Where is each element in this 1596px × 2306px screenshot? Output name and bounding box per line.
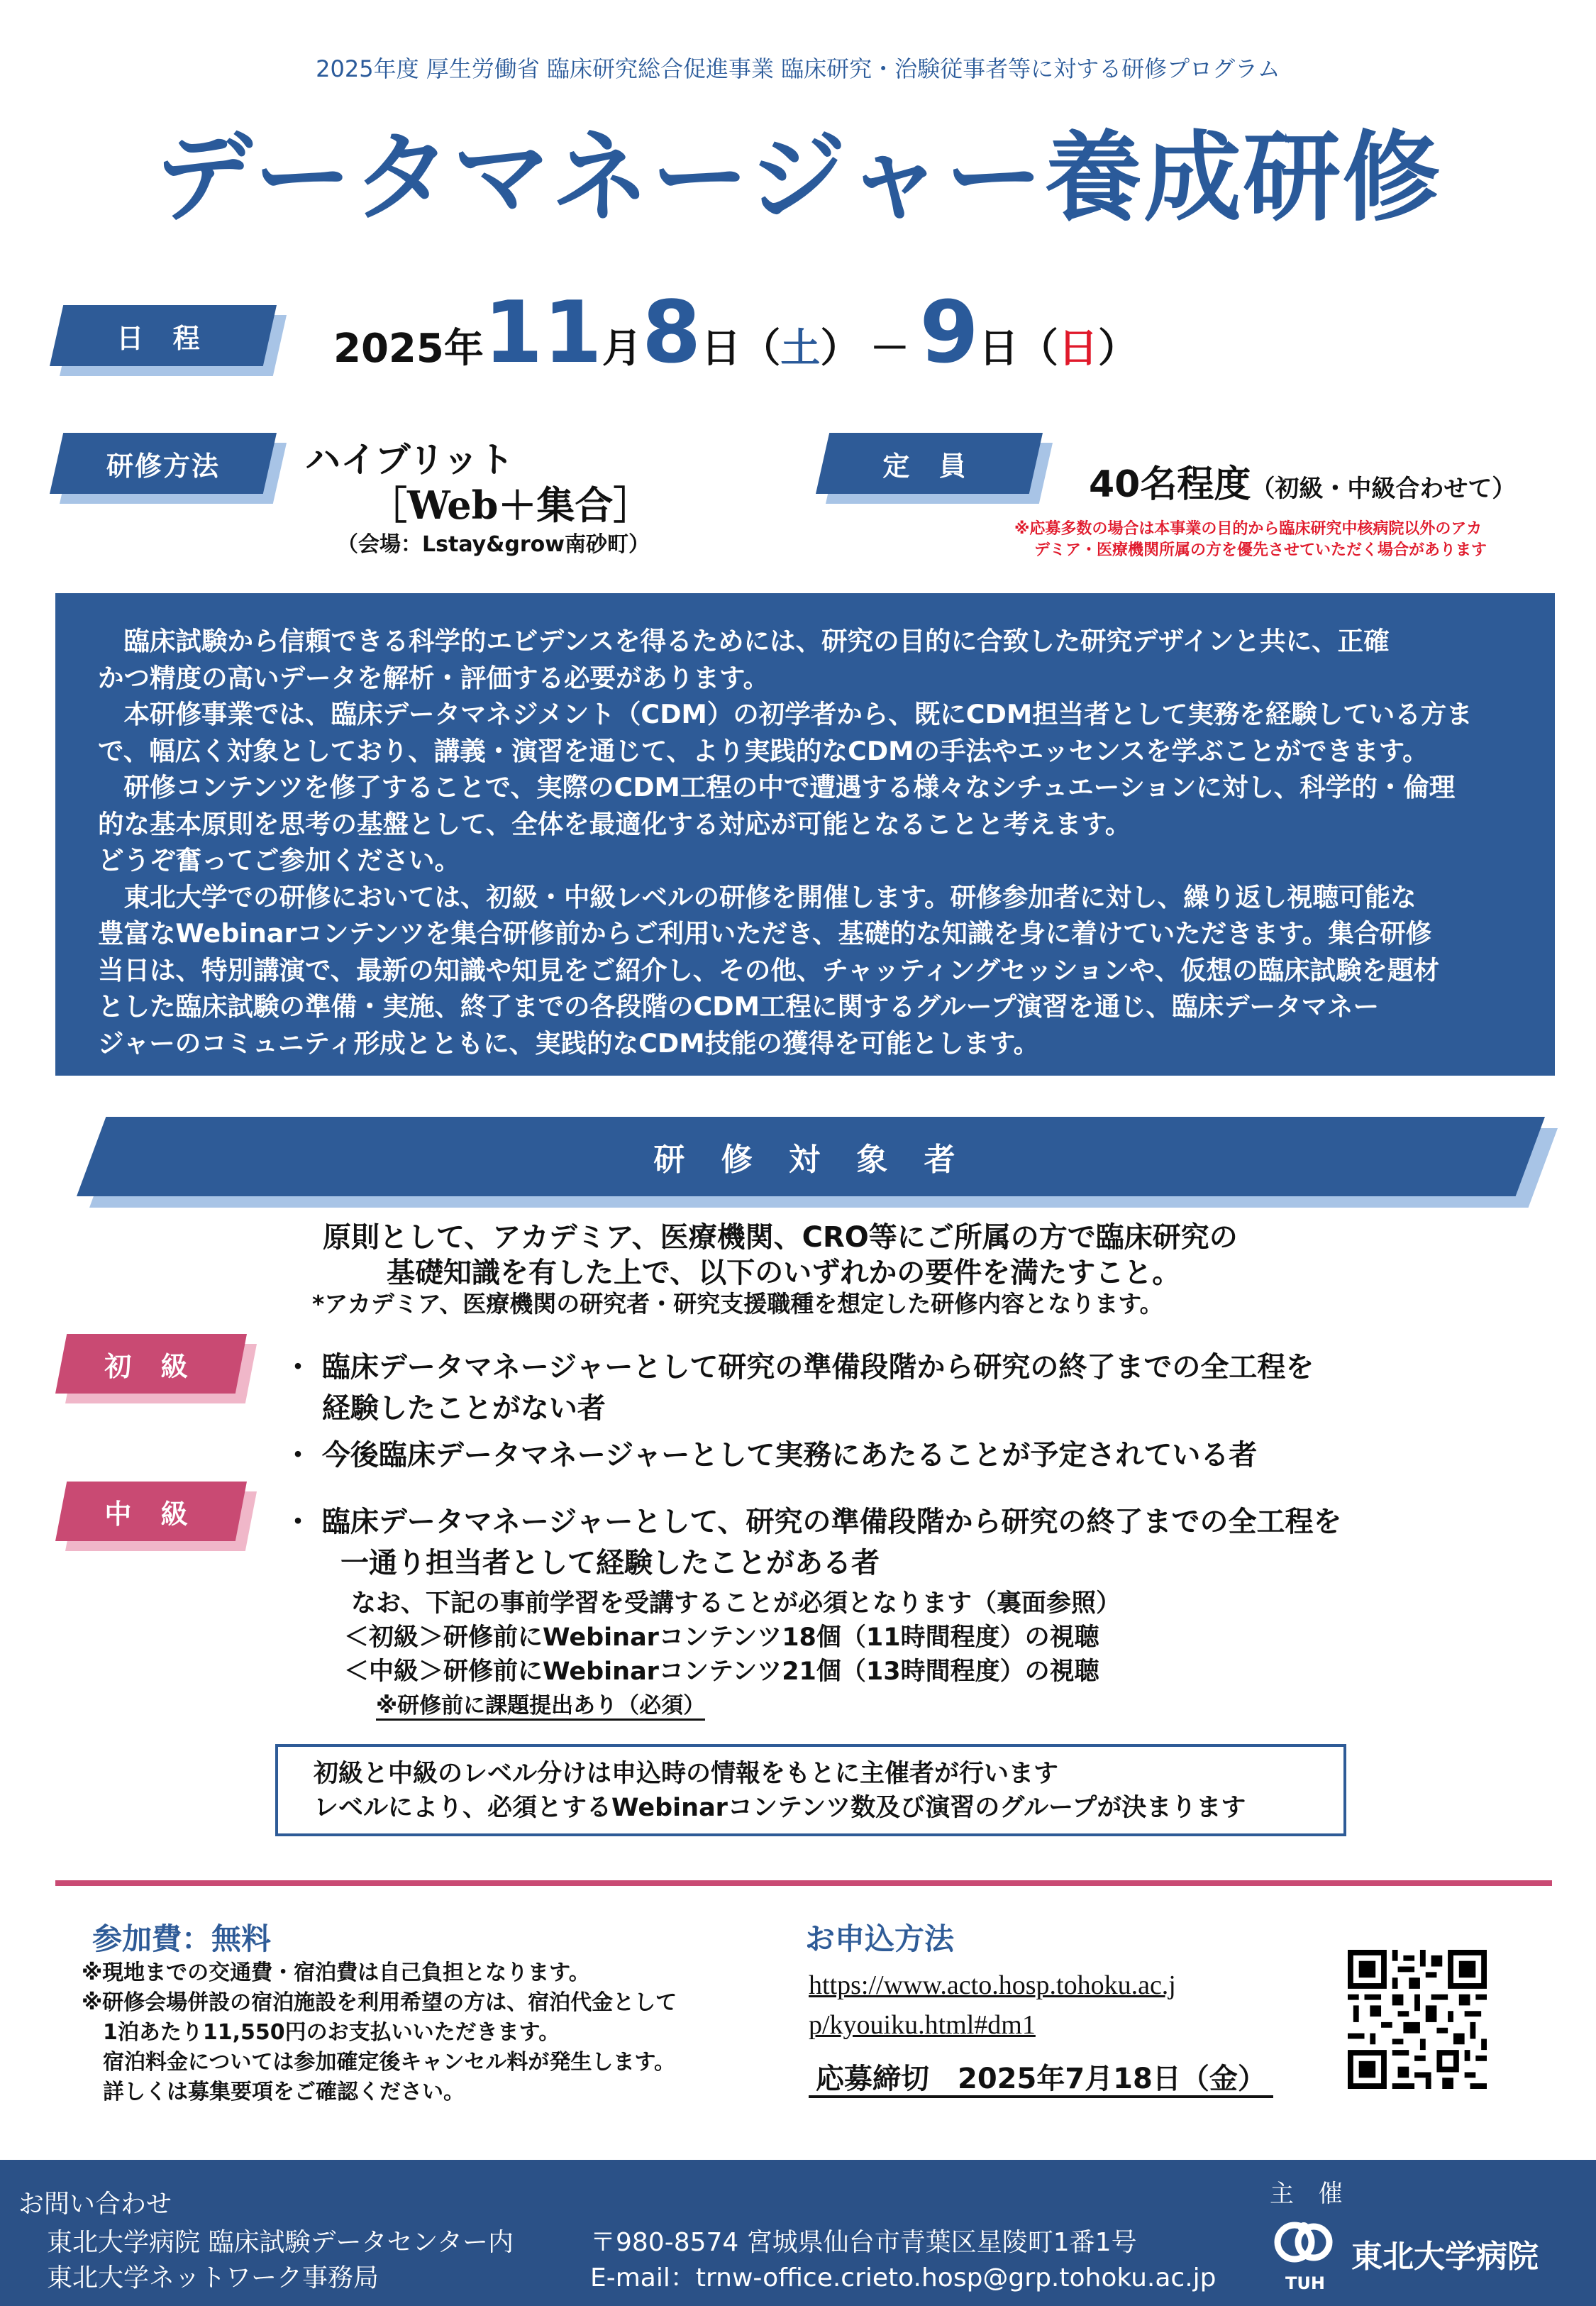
- beginner-item: 経験したことがない者: [284, 1392, 606, 1425]
- intro-line: 当日は、特別講演で、最新の知識や知見をご紹介し、その他、チャッティングセッションや、仮想の臨床試験を題材: [98, 954, 1440, 986]
- header-subtitle: 2025年度 厚生労働省 臨床研究総合促進事業 臨床研究・治験従事者等に対する研修プログラム: [316, 55, 1280, 82]
- level-note-line: 初級と中級のレベル分けは申込時の情報をもとに主催者が行います: [314, 1760, 1059, 1788]
- intro-line: 臨床試験から信頼できる科学的エビデンスを得るためには、研究の目的に合致した研究デザインと共に、正確: [98, 626, 1390, 656]
- beginner-list: [284, 1347, 1314, 1476]
- target-lead-2: 基礎知識を有した上で、以下のいずれかの要件を満たすこと。: [387, 1257, 1181, 1289]
- prereq-line: なお、下記の事前学習を受講することが必須となります（裏面参照）: [351, 1589, 1121, 1618]
- footer-org-1: 東北大学病院 臨床試験データセンター内: [47, 2228, 514, 2257]
- schedule-dow1: 土: [780, 326, 821, 372]
- schedule-day1-unit: 日: [701, 326, 741, 372]
- target-lead-1: 原則として、アカデミア、医療機関、CRO等にご所属の方で臨床研究の: [323, 1221, 1238, 1254]
- method-tag: [50, 433, 277, 494]
- schedule-month-unit: 月: [602, 326, 642, 372]
- footer-host-name: 東北大学病院: [1351, 2239, 1539, 2275]
- footer-org-2: 東北大学ネットワーク事務局: [47, 2263, 379, 2293]
- beginner-label: 初 級: [104, 1350, 198, 1382]
- schedule-dates: [333, 284, 1138, 383]
- prereq-line: ＜中級＞研修前にWebinarコンテンツ21個（13時間程度）の視聴: [344, 1657, 1099, 1686]
- apply-url-line[interactable]: p/kyouiku.html#dm1: [809, 2010, 1036, 2040]
- schedule-month: 11: [483, 284, 602, 382]
- schedule-label: 日 程: [116, 322, 210, 354]
- footer-contact-label: お問い合わせ: [18, 2190, 172, 2219]
- target-lead-3: *アカデミア、医療機関の研究者・研究支援職種を想定した研修内容となります。: [312, 1290, 1163, 1318]
- capacity-warning-2: デミア・医療機関所属の方を優先させていただく場合があります: [1034, 541, 1487, 559]
- fee-line: 1泊あたり11,550円のお支払いいただきます。: [82, 2020, 560, 2045]
- schedule-dow2: 日: [1058, 326, 1098, 372]
- paren-close: ）: [1097, 326, 1138, 372]
- fee-line: 宿泊料金については参加確定後キャンセル料が発生します。: [82, 2050, 675, 2075]
- method-line2: ［Web＋集合］: [369, 482, 652, 528]
- paren-open: （: [1018, 326, 1058, 372]
- prereq-line: ＜初級＞研修前にWebinarコンテンツ18個（11時間程度）の視聴: [344, 1623, 1099, 1652]
- apply-deadline: [809, 2056, 1273, 2097]
- schedule-year: 2025年: [333, 326, 484, 372]
- apply-title: お申込方法: [805, 1921, 955, 1956]
- intro-line: 東北大学での研修においては、初級・中級レベルの研修を開催します。研修参加者に対し、繰り返し視聴可能な: [98, 881, 1417, 912]
- intermediate-label: 中 級: [104, 1498, 198, 1530]
- apply-url-line[interactable]: https://www.acto.hosp.tohoku.ac.j: [809, 1970, 1176, 2000]
- hospital-logo: [1270, 2214, 1341, 2292]
- method-label: 研修方法: [106, 450, 220, 482]
- intro-line: 豊富なWebinarコンテンツを集合研修前からご利用いただき、基礎的な知識を身に着けていただきます。集合研修: [98, 918, 1432, 949]
- schedule-tag: [50, 305, 277, 366]
- target-banner-label: 研 修 対 象 者: [653, 1142, 968, 1178]
- intermediate-item: ・ 臨床データマネージャーとして、研究の準備段階から研究の終了までの全工程を: [284, 1506, 1342, 1538]
- fee-title: 参加費：無料: [92, 1921, 272, 1956]
- level-note-box: [275, 1744, 1346, 1836]
- capacity-value: 40名程度: [1089, 463, 1251, 506]
- footer-address: 〒980-8574 宮城県仙台市青葉区星陵町1番1号: [590, 2228, 1137, 2257]
- prereq-block: [344, 1587, 1121, 1723]
- footer-host-label: 主 催: [1270, 2180, 1351, 2208]
- schedule-day2: 9: [919, 284, 979, 382]
- prereq-required: [376, 1689, 1121, 1723]
- footer-email[interactable]: E-mail：trnw-office.crieto.hosp@grp.tohoku.ac.jp: [590, 2263, 1217, 2293]
- tuh-logo-text: TUH: [1285, 2273, 1325, 2293]
- tuh-logo-icon: [1270, 2214, 1341, 2271]
- intermediate-tag: [55, 1482, 247, 1541]
- qr-code-icon[interactable]: [1348, 1950, 1487, 2089]
- schedule-day2-unit: 日: [978, 326, 1019, 372]
- capacity-warning-1: ※応募多数の場合は本事業の目的から臨床研究中核病院以外のアカ: [1014, 520, 1483, 538]
- prereq-required-text: ※研修前に課題提出あり（必須）: [376, 1693, 705, 1721]
- intro-line: ジャーのコミュニティ形成とともに、実践的なCDM技能の獲得を可能とします。: [98, 1027, 1040, 1059]
- target-banner: [77, 1117, 1545, 1196]
- paren-close: ）: [820, 326, 860, 372]
- footer: [0, 2160, 1596, 2306]
- intro-line: で、幅広く対象としており、講義・演習を通じて、より実践的なCDMの手法やエッセンスを学ぶことができます。: [98, 735, 1429, 766]
- apply-deadline-text: 応募締切 2025年7月18日（金）: [809, 2063, 1273, 2098]
- section-divider: [55, 1880, 1552, 1886]
- capacity-label: 定 員: [882, 450, 976, 482]
- intro-line: 的な基本原則を思考の基盤として、全体を最適化する対応が可能となることと考えます。: [98, 808, 1131, 839]
- intermediate-item: 一通り担当者として経験したことがある者: [284, 1547, 880, 1579]
- intro-line: 本研修事業では、臨床データマネジメント（CDM）の初学者から、既にCDM担当者として実務を経験している方ま: [98, 699, 1473, 729]
- beginner-item: ・ 臨床データマネージャーとして研究の準備段階から研究の終了までの全工程を: [284, 1351, 1314, 1384]
- intermediate-list: [284, 1501, 1342, 1584]
- intro-line: とした臨床試験の準備・実施、終了までの各段階のCDM工程に関するグループ演習を通じ、臨床データマネー: [98, 991, 1379, 1022]
- fee-line: ※研修会場併設の宿泊施設を利用希望の方は、宿泊代金として: [82, 1990, 677, 2015]
- level-note-line: レベルにより、必須とするWebinarコンテンツ数及び演習のグループが決まります: [314, 1794, 1246, 1822]
- capacity-tag: [816, 433, 1043, 494]
- method-venue: （会場：Lstay&grow南砂町）: [337, 532, 650, 557]
- intro-line: どうぞ奮ってご参加ください。: [98, 845, 460, 876]
- intro-line: かつ精度の高いデータを解析・評価する必要があります。: [98, 662, 770, 693]
- capacity-note: （初級・中級合わせて）: [1251, 475, 1517, 503]
- schedule-dash: －: [870, 326, 910, 372]
- paren-open: （: [741, 326, 781, 372]
- capacity-value-row: [1089, 454, 1516, 507]
- fee-notes: [82, 1958, 677, 2107]
- schedule-day1: 8: [641, 284, 702, 382]
- beginner-item: ・ 今後臨床データマネージャーとして実務にあたることが予定されている者: [284, 1439, 1258, 1472]
- intro-line: 研修コンテンツを修了することで、実際のCDM工程の中で遭遇する様々なシチュエーションに対し、科学的・倫理: [98, 772, 1456, 802]
- beginner-tag: [55, 1334, 247, 1394]
- method-line1: ハイブリット: [305, 439, 514, 480]
- page-title: データマネージャー養成研修: [154, 121, 1442, 235]
- fee-line: ※現地までの交通費・宿泊費は自己負担となります。: [82, 1960, 590, 1985]
- intro-box: [55, 593, 1555, 1076]
- apply-url[interactable]: [809, 1965, 1176, 2045]
- fee-line: 詳しくは募集要項をご確認ください。: [82, 2080, 465, 2104]
